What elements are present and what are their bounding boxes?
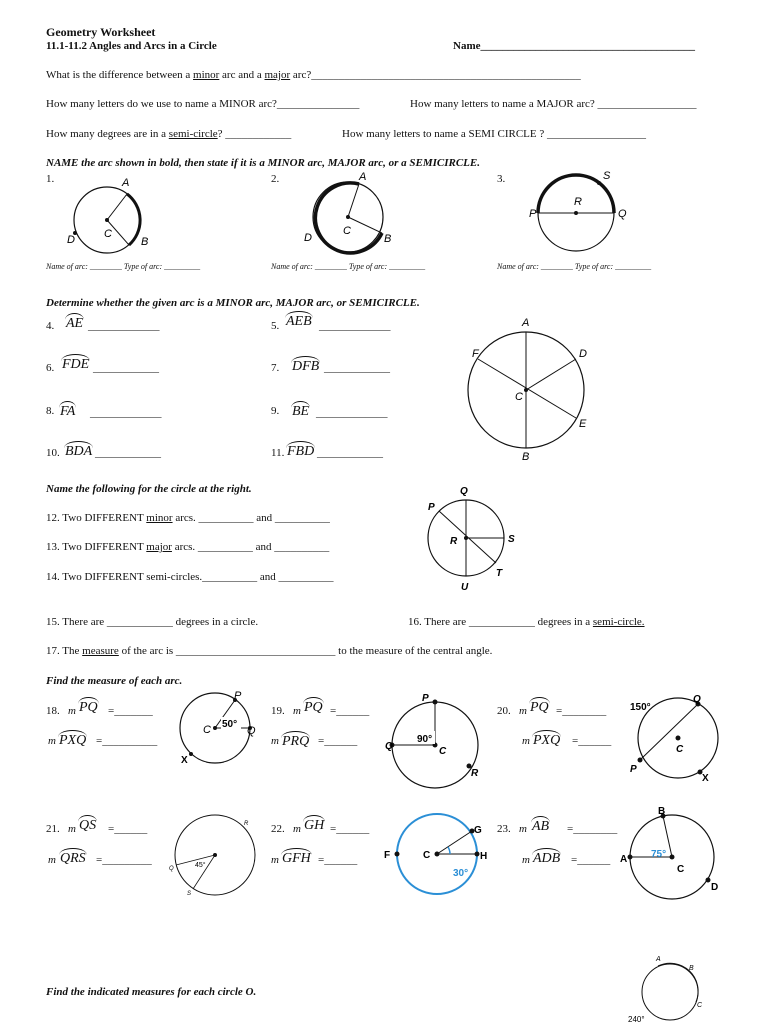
q12-answer-lines[interactable]: arcs. __________ and __________ (172, 512, 330, 524)
sec3-label-S: S (508, 534, 515, 545)
problem-11-line[interactable]: ____________ (317, 447, 383, 459)
q23-arc1: AB (532, 819, 550, 834)
sec2-label-E: E (579, 418, 587, 430)
question-16[interactable] (408, 616, 645, 628)
q19-arc1: PQ (304, 700, 323, 715)
problem-9-arc: BE (292, 404, 310, 419)
q13-answer-lines[interactable]: arcs. __________ and __________ (171, 541, 330, 553)
q20-arc1: PQ (530, 700, 549, 715)
q19-answer1[interactable]: =______ (330, 705, 370, 717)
problem-4-arc: AE (66, 316, 84, 331)
question-minor-letters[interactable]: How many letters do we use to name a MINOR arc?_______________ (46, 98, 360, 110)
answer-line-3[interactable]: Name of arc: ________ Type of arc: _________ (497, 262, 652, 271)
problem-7-line[interactable]: ____________ (324, 362, 390, 374)
figure-2-circle (300, 170, 410, 255)
fig3-label-Q: Q (618, 208, 627, 220)
answer-line-2[interactable]: Name of arc: ________ Type of arc: _________ (271, 262, 426, 271)
problem-8-arc: FA (60, 404, 76, 419)
fig22-label-C: C (423, 850, 431, 861)
q21-arc1: QS (79, 818, 97, 833)
problem-7-arc: DFB (292, 359, 320, 374)
problem-9-number: 9. (271, 405, 280, 417)
q22-answer1[interactable]: =______ (330, 823, 370, 835)
q18-answer1[interactable]: =_______ (108, 705, 153, 717)
q20-m: m (519, 705, 527, 717)
fig23-label-C: C (677, 864, 685, 875)
name-field[interactable]: Name_______________________________________ (453, 40, 695, 52)
fig21-label-R: R (244, 821, 249, 827)
figure-19-circle (382, 690, 482, 790)
sec3-label-T: T (496, 568, 503, 579)
answer-line-1[interactable]: Name of arc: ________ Type of arc: _________ (46, 262, 201, 271)
q1-major: major (264, 69, 291, 81)
sec6-angle: 240° (628, 1015, 645, 1024)
q23-answer1[interactable]: =________ (567, 823, 618, 835)
fig3-label-P: P (529, 208, 537, 220)
sec2-label-B: B (522, 451, 530, 463)
q20-m2: m (522, 735, 530, 747)
sec2-label-A: A (522, 317, 530, 329)
figure-20-circle (625, 690, 725, 790)
fig19-label-P: P (422, 693, 429, 704)
q20-answer1[interactable]: =________ (556, 705, 607, 717)
figure-section2-circle (468, 315, 598, 465)
q22-answer2[interactable]: =______ (318, 854, 358, 866)
q21-number: 21. (46, 823, 60, 835)
q1-mid: arc and a (219, 69, 265, 81)
problem-5-number: 5. (271, 320, 280, 332)
problem-10-arc: BDA (65, 444, 93, 459)
fig23-label-D: D (711, 882, 719, 893)
figure-18-circle (175, 688, 275, 768)
fig3-label-S: S (603, 170, 611, 182)
question-semicircle-degrees[interactable] (46, 128, 291, 140)
fig19-angle: 90° (417, 734, 433, 745)
figure-section6-circle (625, 950, 715, 1024)
q22-arc2: GFH (282, 851, 311, 866)
q16-text: 16. There are ____________ degrees in a (408, 616, 593, 628)
sec6-label-A: A (656, 956, 661, 963)
q18-arc2: PXQ (59, 733, 87, 748)
fig18-label-C: C (203, 724, 211, 736)
sec3-label-R: R (450, 536, 458, 547)
fig1-label-D: D (67, 234, 75, 246)
fig20-label-Q: Q (693, 694, 701, 705)
q20-arc2: PXQ (533, 733, 561, 748)
problem-3-number: 3. (497, 173, 506, 185)
q23-m: m (519, 823, 527, 835)
sec3-label-Q: Q (460, 486, 468, 497)
problem-8-line[interactable]: _____________ (90, 407, 162, 419)
q12-underlined: minor (146, 512, 173, 524)
fig2-label-B: B (384, 233, 392, 245)
q22-number: 22. (271, 823, 285, 835)
figure-1-circle (60, 175, 170, 255)
section3-heading: Name the following for the circle at the right. (46, 483, 252, 495)
fig22-label-H: H (480, 851, 488, 862)
problem-11-arc: FBD (287, 444, 315, 459)
problem-2-number: 2. (271, 173, 280, 185)
figure-23-circle (615, 805, 725, 905)
q23-answer2[interactable]: =______ (571, 854, 611, 866)
q19-m: m (293, 705, 301, 717)
fig21-angle: 45° (195, 862, 206, 869)
sec3-label-U: U (461, 582, 469, 593)
q17-text: 17. The (46, 645, 83, 657)
q3-answer-line[interactable]: ? ____________ (217, 128, 292, 140)
sec2-label-F: F (472, 348, 479, 360)
q18-m2: m (48, 735, 56, 747)
fig3-label-R: R (574, 196, 582, 208)
fig23-label-B: B (658, 806, 666, 817)
q19-arc2: PRQ (282, 734, 310, 749)
fig21-label-Q: Q (169, 866, 174, 872)
q23-m2: m (522, 854, 530, 866)
problem-4-line[interactable]: _____________ (88, 320, 160, 332)
sec2-label-C: C (515, 391, 523, 403)
problem-6-arc: FDE (62, 357, 90, 372)
problem-5-arc: AEB (286, 314, 312, 329)
q1-minor: minor (193, 69, 220, 81)
sec6-label-C: C (697, 1002, 703, 1009)
fig23-label-A: A (620, 854, 628, 865)
section1-heading: NAME the arc shown in bold, then state if it is a MINOR arc, MAJOR arc, or a SEMICIRCLE. (46, 157, 480, 169)
worksheet-title: Geometry Worksheet (46, 25, 156, 39)
fig22-label-G: G (474, 825, 482, 836)
q3-text: How many degrees are in a (46, 128, 169, 140)
question-12[interactable] (46, 512, 330, 524)
problem-10-line[interactable]: ____________ (95, 447, 161, 459)
worksheet-subtitle: 11.1-11.2 Angles and Arcs in a Circle (46, 40, 217, 52)
sec6-label-B: B (689, 965, 694, 972)
section2-heading: Determine whether the given arc is a MINOR arc, MAJOR arc, or SEMICIRCLE. (46, 297, 420, 309)
q3-underlined: semi-circle (168, 128, 218, 140)
q16-underlined: semi-circle. (592, 616, 645, 628)
sec3-label-P: P (428, 502, 435, 513)
q18-m: m (68, 705, 76, 717)
fig1-label-B: B (141, 236, 149, 248)
q23-arc2: ADB (533, 851, 561, 866)
figure-3-circle (525, 165, 635, 255)
fig2-label-C: C (343, 225, 351, 237)
fig20-label-C: C (676, 744, 684, 755)
fig19-label-C: C (439, 746, 447, 757)
problem-4-number: 4. (46, 320, 55, 332)
q17-underlined: measure (82, 645, 119, 657)
question-major-letters[interactable]: How many letters to name a MAJOR arc? __________________ (410, 98, 697, 110)
problem-9-line[interactable]: _____________ (316, 407, 388, 419)
fig18-label-Q: Q (247, 725, 256, 737)
figure-21-circle (168, 810, 268, 900)
q22-m: m (293, 823, 301, 835)
question-17[interactable] (46, 645, 492, 657)
fig18-label-P: P (234, 690, 242, 702)
fig1-label-C: C (104, 228, 112, 240)
q12-text: 12. Two DIFFERENT (46, 512, 147, 524)
section5-heading: Find the measure of each arc. (46, 675, 183, 687)
question-14[interactable]: 14. Two DIFFERENT semi-circles.__________ and __________ (46, 571, 334, 583)
q18-number: 18. (46, 705, 60, 717)
problem-1-number: 1. (46, 173, 55, 185)
fig18-label-X: X (181, 755, 188, 766)
problem-11-number: 11. (271, 447, 285, 459)
fig23-angle: 75° (651, 849, 667, 860)
fig19-label-R: R (471, 768, 479, 779)
q17-answer-line[interactable]: of the arc is _____________________________ to the measure of the central angle. (118, 645, 493, 657)
q21-answer1[interactable]: =______ (108, 823, 148, 835)
fig2-label-D: D (304, 232, 312, 244)
problem-6-number: 6. (46, 362, 55, 374)
q22-m2: m (271, 854, 279, 866)
fig22-label-F: F (384, 850, 391, 861)
sec2-label-D: D (579, 348, 587, 360)
problem-6-line[interactable]: ____________ (93, 362, 159, 374)
q21-arc2: QRS (60, 851, 86, 866)
problem-7-number: 7. (271, 362, 280, 374)
problem-10-number: 10. (46, 447, 60, 459)
fig2-label-A: A (359, 171, 367, 183)
q19-number: 19. (271, 705, 285, 717)
question-semicircle-letters[interactable]: How many letters to name a SEMI CIRCLE ? __________________ (342, 128, 646, 140)
problem-8-number: 8. (46, 405, 55, 417)
fig1-label-A: A (122, 177, 130, 189)
q1-answer-line[interactable]: arc?_________________________________________________ (290, 69, 581, 81)
q21-m: m (68, 823, 76, 835)
fig19-label-Q: Q (385, 741, 393, 752)
fig18-angle: 50° (222, 719, 238, 730)
question-minor-major (46, 69, 581, 81)
q23-number: 23. (497, 823, 511, 835)
figure-22-circle (380, 808, 490, 903)
fig21-label-S: S (187, 891, 192, 897)
fig20-label-P: P (630, 764, 637, 775)
q20-number: 20. (497, 705, 511, 717)
q13-underlined: major (146, 541, 172, 553)
question-13[interactable] (46, 541, 329, 553)
q20-answer2[interactable]: =______ (572, 735, 612, 747)
q22-arc1: GH (304, 818, 325, 833)
problem-5-line[interactable]: _____________ (319, 320, 391, 332)
q21-m2: m (48, 854, 56, 866)
fig20-angle: 150° (630, 702, 651, 713)
q19-m2: m (271, 735, 279, 747)
q18-answer2[interactable]: =__________ (96, 735, 158, 747)
q1-text: What is the difference between a (46, 69, 194, 81)
q21-answer2[interactable]: =_________ (96, 854, 152, 866)
section6-heading: Find the indicated measures for each circle O. (46, 986, 257, 998)
fig22-angle: 30° (453, 868, 469, 879)
q18-arc1: PQ (79, 700, 98, 715)
q13-text: 13. Two DIFFERENT (46, 541, 147, 553)
figure-section3-circle (420, 480, 530, 595)
question-15[interactable]: 15. There are ____________ degrees in a circle. (46, 616, 259, 628)
q19-answer2[interactable]: =______ (318, 735, 358, 747)
fig20-label-X: X (702, 773, 709, 784)
